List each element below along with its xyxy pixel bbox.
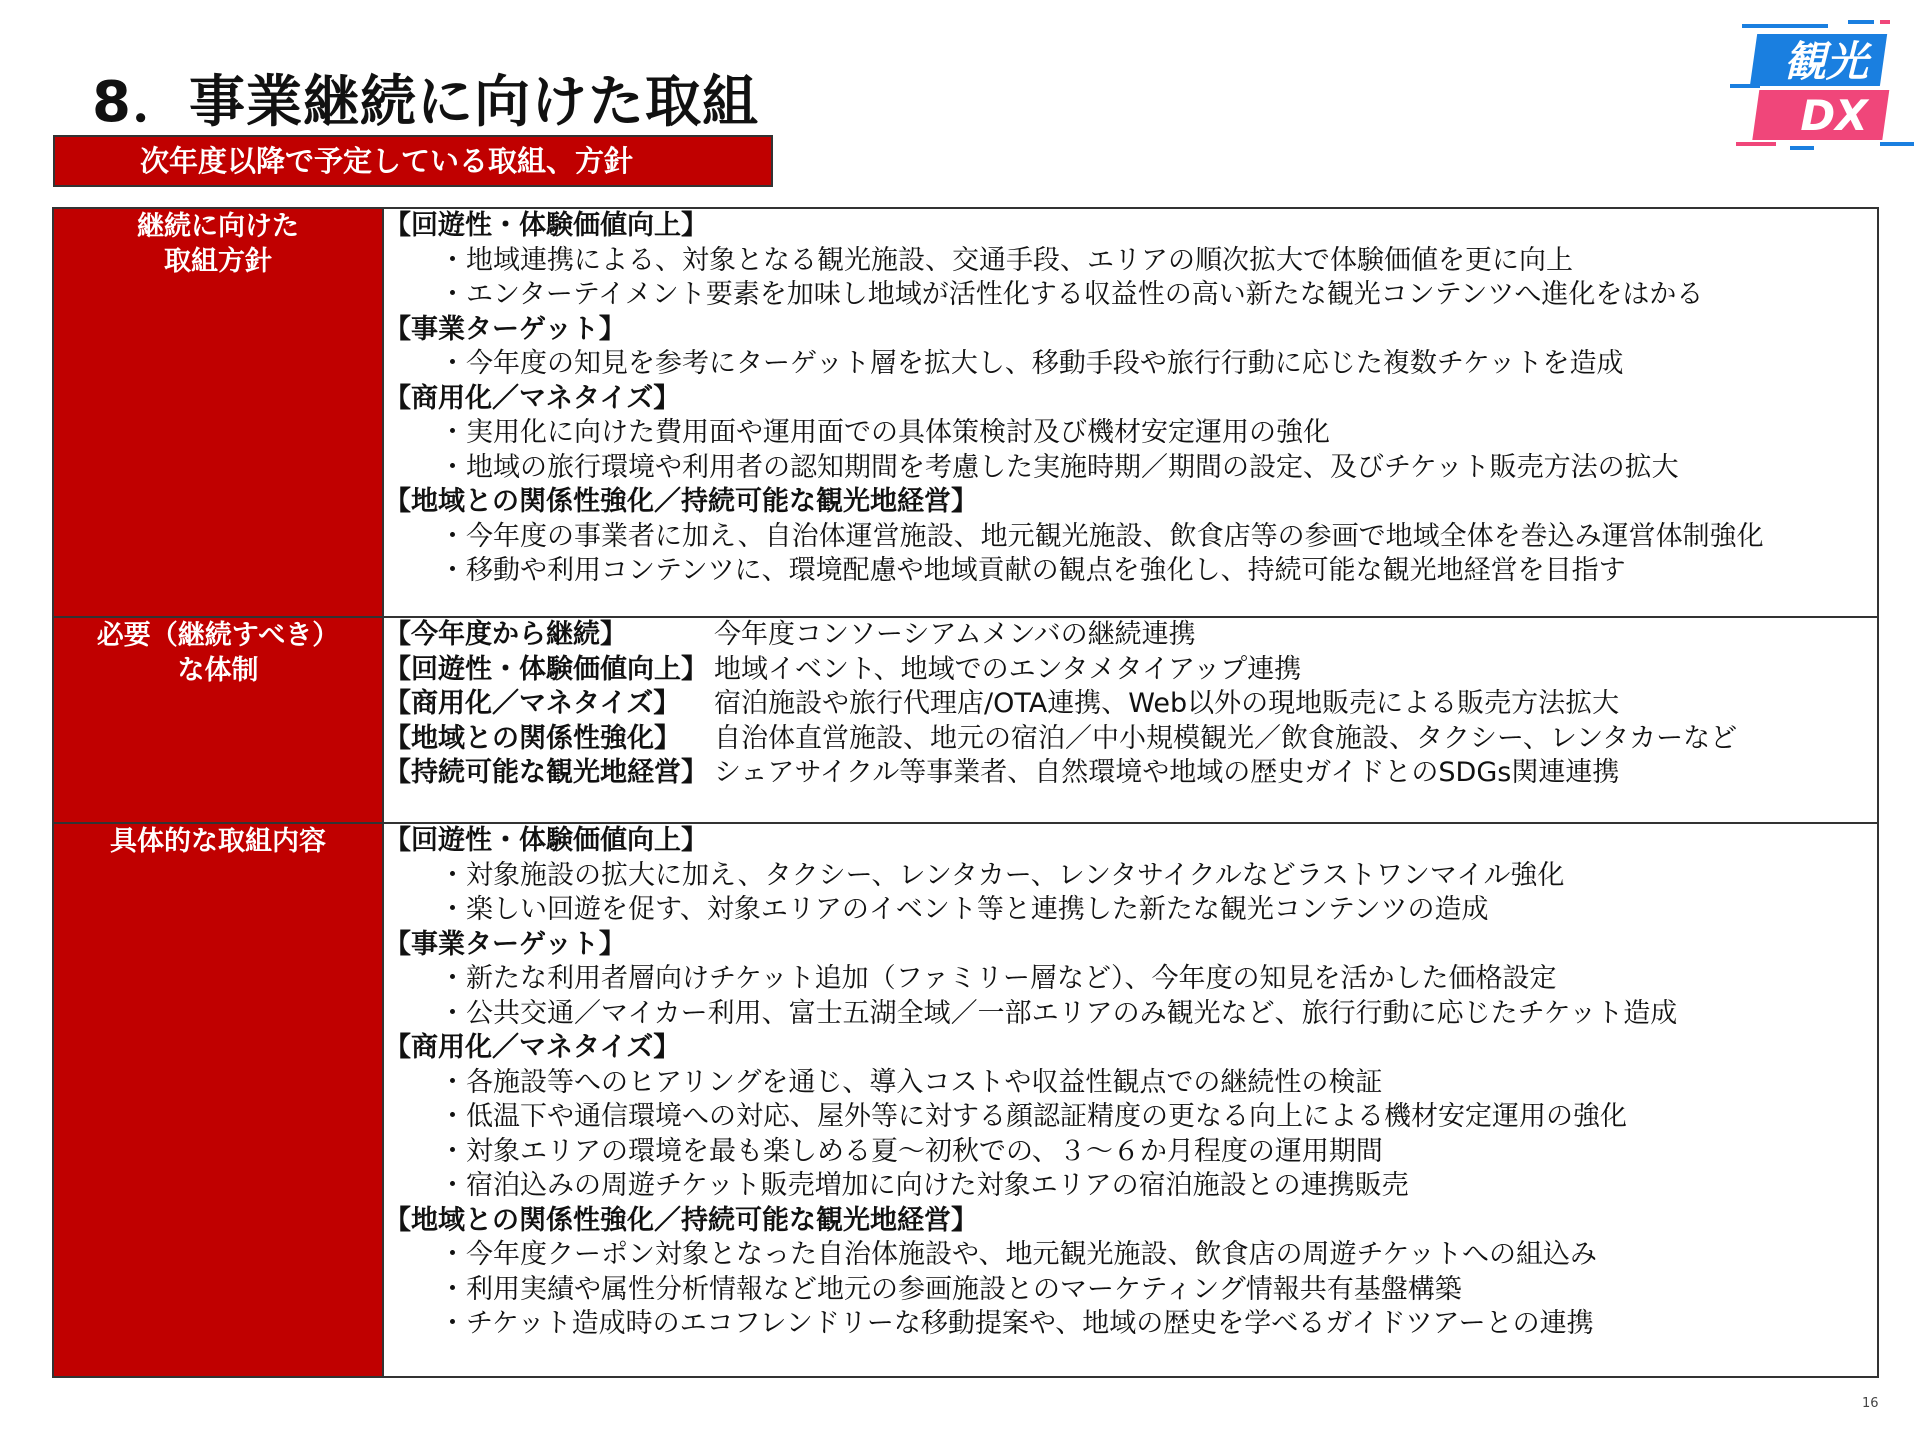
structure-item (384, 618, 1877, 653)
table-row (53, 823, 1878, 1377)
list-item: ・地域の旅行環境や利用者の認知期間を考慮した実施時期／期間の設定、及びチケット販売方法の拡大 (439, 451, 1679, 483)
list-item: ・利用実績や属性分析情報など地元の参画施設とのマーケティング情報共有基盤構築 (439, 1273, 1462, 1305)
page-title: 8．事業継続に向けた取組 (92, 70, 759, 135)
section-heading: 【事業ターゲット】 (384, 313, 626, 345)
list-item: ・今年度クーポン対象となった自治体施設や、地元観光施設、飲食店の周遊チケットへの組込み (439, 1239, 1598, 1270)
row-content (383, 617, 1878, 823)
structure-value: 地域イベント、地域でのエンタメタイアップ連携 (714, 653, 1302, 685)
section-heading: 【地域との関係性強化／持続可能な観光地経営】 (384, 486, 978, 517)
structure-item (384, 756, 1877, 791)
list-item: ・楽しい回遊を促す、対象エリアのイベント等と連携した新たな観光コンテンツの造成 (439, 894, 1489, 925)
list-item: ・地域連携による、対象となる観光施設、交通手段、エリアの順次拡大で体験価値を更に向上 (439, 244, 1573, 276)
section-heading: 【商用化／マネタイズ】 (384, 382, 681, 414)
structure-item (384, 653, 1877, 688)
list-item: ・各施設等へのヒアリングを通じ、導入コストや収益性観点での継続性の検証 (439, 1066, 1383, 1098)
row-content (383, 208, 1878, 617)
structure-value: 自治体直営施設、地元の宿泊／中小規模観光／飲食施設、タクシー、レンタカーなど (714, 722, 1738, 754)
table-row (53, 208, 1878, 617)
list-item: ・今年度の事業者に加え、自治体運営施設、地元観光施設、飲食店等の参画で地域全体を巻込み運営体制強化 (439, 520, 1764, 552)
kanko-dx-logo (1730, 14, 1920, 154)
section-heading: 【回遊性・体験価値向上】 (384, 825, 708, 856)
section-heading: 【回遊性・体験価値向上】 (384, 210, 708, 241)
row-label: 具体的な取組内容 (53, 823, 383, 1377)
structure-key: 【回遊性・体験価値向上】 (384, 653, 708, 685)
subtitle-text: 次年度以降で予定している取組、方針 (140, 144, 634, 178)
list-item: ・対象エリアの環境を最も楽しめる夏～初秋での、３～６か月程度の運用期間 (439, 1135, 1383, 1167)
page-number: 16 (1862, 1396, 1879, 1411)
structure-item (384, 722, 1877, 757)
section-heading: 【商用化／マネタイズ】 (384, 1032, 681, 1063)
structure-item (384, 687, 1877, 722)
list-item: ・エンターテイメント要素を加味し地域が活性化する収益性の高い新たな観光コンテンツへ進化をはかる (439, 279, 1704, 310)
row-content (383, 823, 1878, 1377)
structure-key: 【持続可能な観光地経営】 (384, 757, 708, 788)
structure-key: 【地域との関係性強化】 (384, 722, 681, 754)
structure-key: 【今年度から継続】 (384, 619, 627, 650)
list-item: ・移動や利用コンテンツに、環境配慮や地域貢献の観点を強化し、持続可能な観光地経営を目指す (439, 555, 1626, 586)
section-heading: 【地域との関係性強化／持続可能な観光地経営】 (384, 1204, 978, 1236)
row-label: 継続に向けた 取組方針 (53, 208, 383, 617)
structure-value: 宿泊施設や旅行代理店/OTA連携、Web以外の現地販売による販売方法拡大 (714, 688, 1620, 719)
table-row (53, 617, 1878, 823)
list-item: ・今年度の知見を参考にターゲット層を拡大し、移動手段や旅行行動に応じた複数チケットを造成 (439, 348, 1624, 379)
list-item: ・公共交通／マイカー利用、富士五湖全域／一部エリアのみ観光など、旅行行動に応じたチケット造成 (439, 997, 1678, 1029)
svg-text:観光: 観光 (1783, 37, 1869, 86)
list-item: ・宿泊込みの周遊チケット販売増加に向けた対象エリアの宿泊施設との連携販売 (439, 1170, 1409, 1201)
list-item: ・チケット造成時のエコフレンドリーな移動提案や、地域の歴史を学べるガイドツアーとの連携 (439, 1308, 1594, 1339)
structure-value: シェアサイクル等事業者、自然環境や地域の歴史ガイドとのSDGs関連連携 (714, 757, 1620, 788)
list-item: ・対象施設の拡大に加え、タクシー、レンタカー、レンタサイクルなどラストワンマイル強化 (439, 859, 1565, 891)
section-heading: 【事業ターゲット】 (384, 928, 626, 960)
subtitle-bar (53, 135, 773, 187)
list-item: ・実用化に向けた費用面や運用面での具体策検討及び機材安定運用の強化 (439, 417, 1330, 448)
structure-value: 今年度コンソーシアムメンバの継続連携 (714, 619, 1196, 650)
svg-text:DX: DX (1800, 91, 1868, 140)
row-label: 必要（継続すべき） な体制 (53, 617, 383, 823)
list-item: ・新たな利用者層向けチケット追加（ファミリー層など）、今年度の知見を活かした価格設定 (439, 963, 1557, 994)
list-item: ・低温下や通信環境への対応、屋外等に対する顔認証精度の更なる向上による機材安定運用の強化 (439, 1101, 1627, 1132)
policy-table (52, 207, 1879, 1378)
structure-key: 【商用化／マネタイズ】 (384, 688, 681, 719)
